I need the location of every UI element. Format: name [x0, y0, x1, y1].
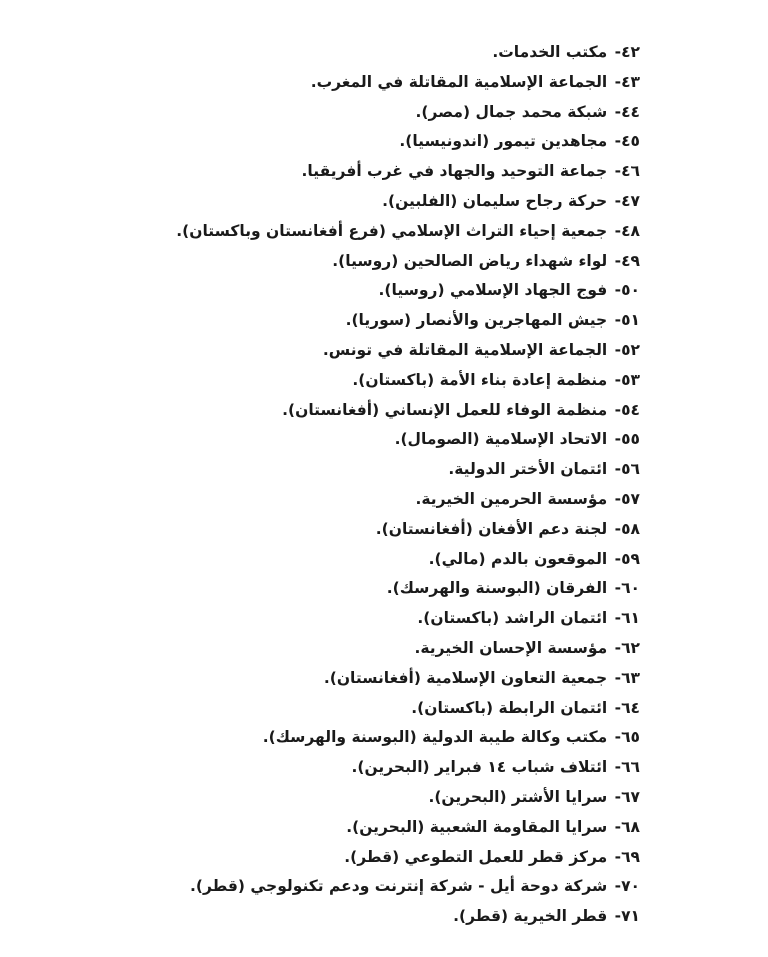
- item-text: منظمة الوفاء للعمل الإنساني (أفغانستان).: [282, 400, 608, 419]
- item-number: ٦٥-: [614, 728, 640, 747]
- item-text: حركة رجاح سليمان (الفلبين).: [382, 191, 608, 210]
- list-item: [20, 98, 640, 128]
- item-number: ٦٣-: [614, 668, 640, 687]
- item-text: مؤسسة الحرمين الخيرية.: [415, 489, 608, 508]
- item-text: فوج الجهاد الإسلامي (روسيا).: [378, 281, 608, 300]
- list-item: [20, 753, 640, 783]
- list-item: [20, 872, 640, 902]
- item-number: ٥٣-: [614, 370, 640, 389]
- item-text: الفرقان (البوسنة والهرسك).: [386, 579, 608, 598]
- organization-list: [20, 38, 640, 932]
- list-item: [20, 664, 640, 694]
- item-text: ائتلاف شباب ١٤ فبراير (البحرين).: [351, 758, 608, 777]
- list-item: [20, 485, 640, 515]
- list-item: [20, 247, 640, 277]
- item-text: الجماعة الإسلامية المقاتلة في تونس.: [322, 340, 608, 359]
- item-number: ٥٤-: [614, 400, 640, 419]
- item-number: ٦٢-: [614, 638, 640, 657]
- item-text: الاتحاد الإسلامية (الصومال).: [394, 430, 608, 449]
- item-number: ٦٨-: [614, 817, 640, 836]
- list-item: [20, 574, 640, 604]
- item-number: ٥٨-: [614, 519, 640, 538]
- item-number: ٦٤-: [614, 698, 640, 717]
- item-text: مجاهدين تيمور (اندونيسيا).: [399, 132, 608, 151]
- item-text: مكتب وكالة طيبة الدولية (البوسنة والهرسك).: [262, 728, 608, 747]
- item-number: ٤٨-: [614, 221, 640, 240]
- item-text: لجنة دعم الأفغان (أفغانستان).: [375, 519, 608, 538]
- item-text: لواء شهداء رياض الصالحين (روسيا).: [332, 251, 608, 270]
- item-number: ٤٣-: [614, 72, 640, 91]
- item-number: ٥١-: [614, 311, 640, 330]
- item-text: جمعية التعاون الإسلامية (أفغانستان).: [323, 668, 608, 687]
- item-number: ٦١-: [614, 609, 640, 628]
- item-number: ٥٥-: [614, 430, 640, 449]
- item-text: مركز قطر للعمل التطوعي (قطر).: [344, 847, 608, 866]
- item-number: ٦٧-: [614, 787, 640, 806]
- item-number: ٦٠-: [614, 579, 640, 598]
- list-item: [20, 127, 640, 157]
- item-number: ٥٢-: [614, 340, 640, 359]
- item-number: ٤٦-: [614, 162, 640, 181]
- list-item: [20, 396, 640, 426]
- item-text: شبكة محمد جمال (مصر).: [415, 102, 608, 121]
- item-text: ائتمان الأختر الدولية.: [448, 460, 608, 479]
- item-number: ٤٢-: [614, 43, 640, 61]
- item-text: سرايا الأشتر (البحرين).: [428, 787, 608, 806]
- list-item: [20, 187, 640, 217]
- item-text: الجماعة الإسلامية المقاتلة في المغرب.: [310, 72, 608, 91]
- list-item: [20, 783, 640, 813]
- item-number: ٥٧-: [614, 489, 640, 508]
- list-item: [20, 545, 640, 575]
- item-text: مؤسسة الإحسان الخيرية.: [414, 638, 608, 657]
- item-number: ٧٠-: [614, 877, 640, 896]
- list-item: [20, 455, 640, 485]
- item-text: سرايا المقاومة الشعبية (البحرين).: [346, 817, 608, 836]
- item-text: منظمة إعادة بناء الأمة (باكستان).: [352, 370, 608, 389]
- item-text: قطر الخيرية (قطر).: [453, 907, 608, 926]
- list-item: [20, 366, 640, 396]
- list-item: [20, 157, 640, 187]
- item-number: ٤٤-: [614, 102, 640, 121]
- item-number: ٥٠-: [614, 281, 640, 300]
- item-number: ٧١-: [614, 907, 640, 926]
- list-item: [20, 336, 640, 366]
- document-page: [20, 38, 640, 932]
- list-item: [20, 723, 640, 753]
- list-item: [20, 843, 640, 873]
- item-text: ائتمان الرابطة (باكستان).: [411, 698, 608, 717]
- item-number: ٥٦-: [614, 460, 640, 479]
- item-number: ٦٩-: [614, 847, 640, 866]
- item-number: ٥٩-: [614, 549, 640, 568]
- item-text: جيش المهاجرين والأنصار (سوريا).: [345, 311, 608, 330]
- item-number: ٤٧-: [614, 191, 640, 210]
- list-item: [20, 276, 640, 306]
- item-number: ٦٦-: [614, 758, 640, 777]
- item-text: جماعة التوحيد والجهاد في غرب أفريقيا.: [301, 162, 608, 181]
- list-item: [20, 425, 640, 455]
- list-item: [20, 634, 640, 664]
- list-item: [20, 694, 640, 724]
- list-item: [20, 68, 640, 98]
- list-item: [20, 217, 640, 247]
- item-number: ٤٩-: [614, 251, 640, 270]
- item-text: شركة دوحة أيل - شركة إنترنت ودعم تكنولوجي (قطر).: [190, 877, 608, 896]
- list-item: [20, 813, 640, 843]
- list-item: [20, 604, 640, 634]
- item-text: ائتمان الراشد (باكستان).: [417, 609, 608, 628]
- list-item: [20, 306, 640, 336]
- item-text: الموقعون بالدم (مالي).: [428, 549, 608, 568]
- list-item: [20, 902, 640, 932]
- list-item: [20, 38, 640, 68]
- list-item: [20, 515, 640, 545]
- item-number: ٤٥-: [614, 132, 640, 151]
- item-text: جمعية إحياء التراث الإسلامي (فرع أفغانستان وباكستان).: [176, 221, 608, 240]
- item-text: مكتب الخدمات.: [492, 43, 608, 61]
